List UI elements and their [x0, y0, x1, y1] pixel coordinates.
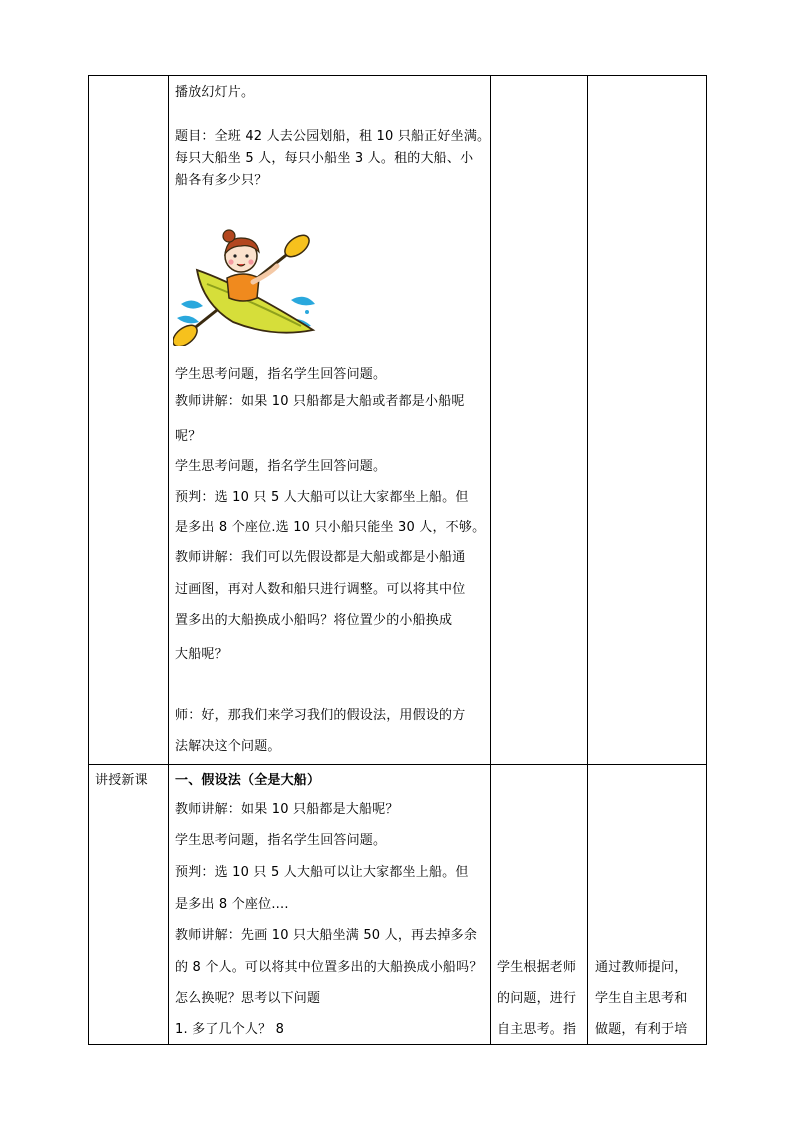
- design-intent-line: 学生自主思考和: [595, 991, 688, 1006]
- text-line: 呢？: [175, 429, 202, 444]
- text-line: 预判：选 10 只 5 人大船可以让大家都坐上船。但: [175, 490, 469, 505]
- stage-label: 讲授新课: [95, 773, 148, 788]
- lesson-table: [88, 75, 707, 1045]
- text-line: 每只大船坐 5 人，每只小船坐 3 人。租的大船、小: [175, 151, 474, 166]
- text-line: 学生思考问题，指名学生回答问题。: [175, 833, 387, 848]
- text-line: 题目：全班 42 人去公园划船，租 10 只船正好坐满。: [175, 129, 491, 144]
- text-line: 学生思考问题，指名学生回答问题。: [175, 459, 387, 474]
- text-line: 1. 多了几个人？ 8: [175, 1022, 285, 1037]
- design-intent-line: 通过教师提问，: [595, 960, 688, 975]
- text-line: 预判：选 10 只 5 人大船可以让大家都坐上船。但: [175, 865, 469, 880]
- col-divider-2: [490, 76, 491, 1044]
- student-activity-line: 学生根据老师: [497, 960, 577, 975]
- text-line: 教师讲解：我们可以先假设都是大船或都是小船通: [175, 550, 466, 565]
- girl-kayak-illustration: [173, 226, 321, 346]
- text-line: 教师讲解：如果 10 只船都是大船呢？: [175, 802, 399, 817]
- text-line: 置多出的大船换成小船吗？将位置少的小船换成: [175, 613, 453, 628]
- row-divider: [89, 764, 706, 765]
- student-activity-line: 的问题，进行: [497, 991, 577, 1006]
- text-line: 师：好，那我们来学习我们的假设法，用假设的方: [175, 708, 466, 723]
- text-line: 是多出 8 个座位.选 10 只小船只能坐 30 人，不够。: [175, 520, 486, 535]
- text-line: 大船呢？: [175, 647, 228, 662]
- design-intent-line: 做题，有利于培: [595, 1022, 688, 1037]
- text-line: 法解决这个问题。: [175, 739, 281, 754]
- text-line: 播放幻灯片。: [175, 85, 255, 100]
- text-line: 学生思考问题，指名学生回答问题。: [175, 367, 387, 382]
- col-divider-1: [168, 76, 169, 1044]
- text-line: 的 8 个人。可以将其中位置多出的大船换成小船吗？: [175, 960, 483, 975]
- text-line: 教师讲解：如果 10 只船都是大船或者都是小船呢: [175, 394, 465, 409]
- text-line: 怎么换呢？思考以下问题: [175, 991, 321, 1006]
- text-line: 过画图，再对人数和船只进行调整。可以将其中位: [175, 582, 466, 597]
- section-heading: 一、假设法（全是大船）: [175, 773, 321, 788]
- student-activity-line: 自主思考。指: [497, 1022, 577, 1037]
- text-line: 是多出 8 个座位....: [175, 897, 289, 912]
- col-divider-3: [587, 76, 588, 1044]
- text-line: 教师讲解：先画 10 只大船坐满 50 人，再去掉多余: [175, 928, 478, 943]
- text-line: 船各有多少只？: [175, 173, 268, 188]
